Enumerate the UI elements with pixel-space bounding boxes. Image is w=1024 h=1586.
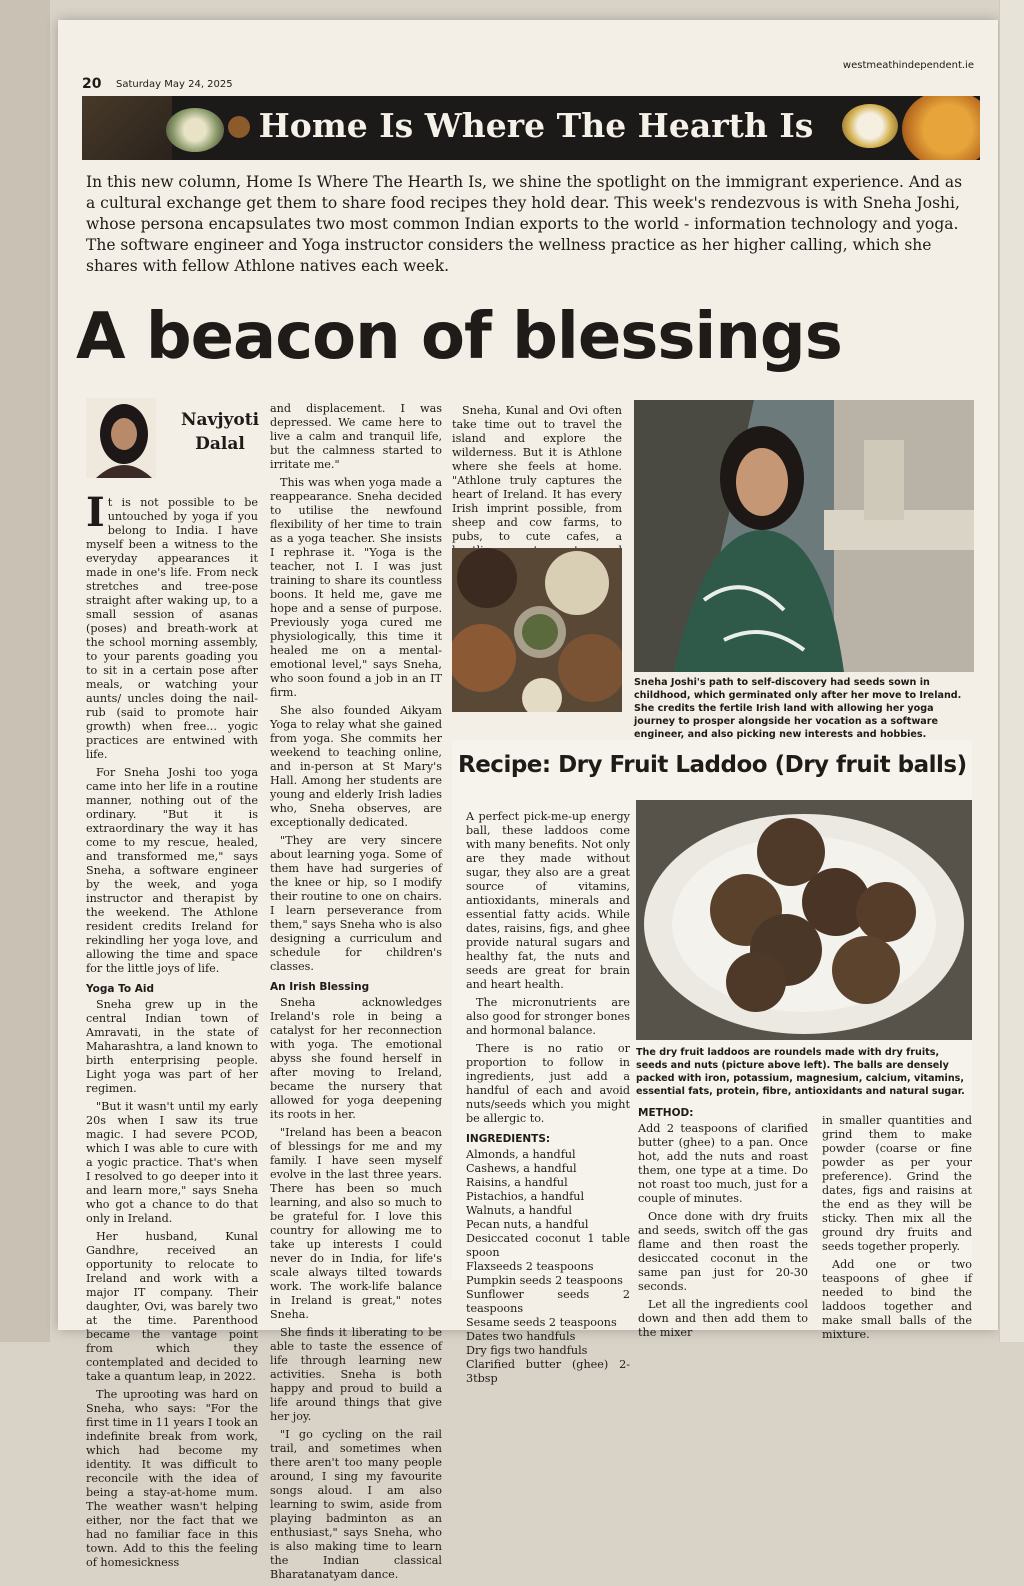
column-1 [86,489,259,1574]
food-plate-right-2 [902,96,980,160]
ingredients-heading: INGREDIENTS: [466,1133,551,1145]
headline: A beacon of blessings [76,300,842,374]
food-plate-right-1 [842,104,898,148]
ingredient-item: Sesame seeds 2 teaspoons [466,1316,617,1329]
lede-text: t is not possible to be untouched by yoga if you belong to India. I have myself been a witness to the everyday appearances it made in one's life. From neck stretches and tree-pose straight after waking up, to a small session of asanas (poses) and breath-work at the school morning assembly, to your parents goading you to sit in a certain pose after meals, or watching your aunts/ uncles doing the nail-rub (said to promote hair growth) when free... yogic practices are entwined with life. [86,496,258,761]
dry-fruits-photo [452,548,622,712]
method-col-1 [638,1106,808,1344]
ingredient-item: Sunflower seeds 2 teaspoons [466,1288,630,1315]
ingredient-item: Clarified butter (ghee) 2-3tbsp [466,1358,630,1385]
method-paragraph: Add 2 teaspoons of clarified butter (ghee) to a pan. Once hot, add the nuts and roast them, one type at a time. Do not roast too much, just for a couple of minutes. [638,1122,808,1205]
method-paragraph: Let all the ingredients cool down and then add them to the mixer [638,1298,808,1339]
recipe-paragraph: There is no ratio or proportion to follow in ingredients, just add a handful of each and avoid nuts/seeds which you might be allergic to. [466,1042,630,1125]
recipe-paragraph: A perfect pick-me-up energy ball, these laddoos come with many benefits. Not only are they made without sugar, they also are a great source of vitamins, antioxidants, minerals and essential fatty acids. While dates, raisins, figs, and ghee provide natural sugars and healthy fat, the nuts and seeds are great for brain and heart health. [466,810,630,991]
recipe-paragraph: The micronutrients are also good for stronger bones and hormonal balance. [466,996,630,1037]
food-plate-left [166,108,224,152]
laddoo-caption: The dry fruit laddoos are roundels made with dry fruits, seeds and nuts (picture above left). The balls are densely packed with iron, potassium, magnesium, calcium, vitamins, essential fats, protein, fibre, antioxidants and natural sugar. [636,1047,965,1097]
column-banner [82,96,980,160]
article-paragraph: Sneha grew up in the central Indian town of Amravati, in the state of Maharashtra, a land known to birth enterprising people. Light yoga was part of her regimen. [86,998,258,1095]
method-paragraph: in smaller quantities and grind them to make powder (coarse or fine powder as per your preference). Grind the dates, figs and raisins at the end as they will be sticky. Then mix all the ground dry fruits and seeds together properly. [822,1114,972,1253]
site-url: westmeathindependent.ie [842,60,974,71]
subhead-irish-blessing: An Irish Blessing [270,981,370,993]
sneha-joshi-photo [634,400,974,672]
article-paragraph: The uprooting was hard on Sneha, who says: "For the first time in 11 years I took an indefinite break from work, which had become my identity. It was difficult to reconcile with the idea of being a stay-at-home mum. The weather wasn't helping either, nor the fact that we had no familiar face in this town. Add to this the feeling of homesickness [86,1388,259,1569]
article-paragraph: Sneha, Kunal and Ovi often take time out to travel the island and explore the wilderness. But it is Athlone where she feels at home. "Athlone truly captures the heart of Ireland. It has every Irish imprint possible, from sheep and cow farms, to pubs, to cute cafes, a [452,404,622,543]
page-number: 20 [82,76,102,92]
article-paragraph: Her husband, Kunal Gandhre, received an opportunity to relocate to Ireland and work with a major IT company. Their daughter, Ovi, was barely two at the time. Parenthood became the vantage point from which they contemplated and decided to take a quantum leap, in 2022. [86,1230,258,1383]
page-gutter [0,0,50,1342]
ingredient-item: Almonds, a handful [466,1148,576,1161]
page-header [82,60,974,100]
banner-title: Home Is Where The Hearth Is [258,106,814,145]
recipe-title: Recipe: Dry Fruit Laddoo (Dry fruit balls) [458,752,967,778]
ingredient-item: Desiccated coconut 1 table spoon [466,1232,630,1259]
author-photo [86,398,156,478]
article-paragraph: "They are very sincere about learning yoga. Some of them have had surgeries of the knee or hip, so I modify their routine to one on chairs. I learn perseverance from them," says Sneha who is also designing a curriculum and schedule for children's classes. [270,834,442,973]
article-paragraph: This was when yoga made a reappearance. Sneha decided to utilise the newfound flexibility of her time to train as a yoga teacher. She insists I rephrase it. "Yoga is the teacher, not I. I was just training to share its countless boons. It held me, gave me hope and a sense of purpose. Previously yoga cured me physiologically, this time it healed me on a mental-emotional level," says Sneha, who soon found a job in an IT firm. [270,476,442,699]
ingredient-item: Raisins, a handful [466,1176,568,1189]
article-paragraph: "I go cycling on the rail trail, and sometimes when there aren't too many people around, I sing my favourite songs aloud. I am also learning to swim, aside from playing badminton as an enthusiast," says Sneha, who is also making time to learn the Indian classical Bharatanatyam dance. [270,1428,442,1581]
ingredient-item: Flaxseeds 2 teaspoons [466,1260,594,1273]
food-image-left [82,96,172,160]
article-paragraph: She also founded Aikyam Yoga to relay what she gained from yoga. She commits her weekend to teaching online, and in-person at St Mary's Hall. Among her students are young and elderly Irish ladies who, Sneha observes, are exceptionally dedicated. [270,704,442,829]
ingredient-item: Dates two handfuls [466,1330,576,1343]
ingredient-item: Pumpkin seeds 2 teaspoons [466,1274,623,1287]
recipe-intro [466,810,630,1386]
ingredient-item: Pecan nuts, a handful [466,1218,589,1231]
photo-caption: Sneha Joshi's path to self-discovery had seeds sown in childhood, which germinated only after her move to Ireland. She credits the fertile Irish land with allowing her yoga journey to prosper alongside her vocation as a software engineer, and also picking new interests and hobbies. [634,677,962,740]
byline [170,408,270,456]
standfirst: In this new column, Home Is Where The Hearth Is, we shine the spotlight on the immigrant experience. And as a cultural exchange get them to share food recipes they hold dear. This week's rendezvous is with Sneha Joshi, whose persona encapsulates two most common Indian exports to the world - information technology and yoga. The software engineer and Yoga instructor considers the wellness practice as her higher calling, which she shares with fellow Athlone natives each week. [86,173,963,275]
method-paragraph: Once done with dry fruits and seeds, switch off the gas flame and then roast the desiccated coconut in the same pan just for 20-30 seconds. [638,1210,808,1293]
laddoo-photo [636,800,972,1040]
method-paragraph: Add one or two teaspoons of ghee if needed to bind the laddoos together and make small balls of the mixture. [822,1258,972,1341]
ingredient-item: Pistachios, a handful [466,1190,585,1203]
article-paragraph: Sneha acknowledges Ireland's role in being a catalyst for her reconnection with yoga. The emotional abyss she found herself in after moving to Ireland, became the nursery that allowed for yoga deepening its roots in her. [270,996,442,1121]
author-portrait [86,398,156,478]
dry-fruits-image [452,548,622,712]
portrait-image [634,400,974,672]
laddoo-image [636,800,972,1040]
article-paragraph: For Sneha Joshi too yoga came into her life in a routine manner, nothing out of the ordinary. "But it is extraordinary the way it has come to my rescue, healed, and transformed me," says Sneha, a software engineer by the week, and yoga instructor and therapist by the weekend. The Athlone resident credits Ireland for rekindling her yoga love, and allowing the time and space for the little joys of life. [86,766,258,975]
method-col-2 [822,1114,972,1346]
method-heading: METHOD: [638,1107,694,1119]
article-paragraph [86,489,258,762]
page-date: Saturday May 24, 2025 [116,79,233,90]
article-paragraph: She finds it liberating to be able to taste the essence of life through learning new activities. Sneha is both happy and proud to build a life around things that give her joy. [270,1326,442,1423]
article-paragraph: and displacement. I was depressed. We came here to live a calm and tranquil life, but the calmness started to irritate me." [270,402,442,471]
column-2 [270,402,442,1586]
article-paragraph: "But it wasn't until my early 20s when I saw its true magic. I had severe PCOD, which I was able to cure with a yogic practice. That's when I resolved to go deeper into it and learn more," says Sneha who got a chance to do that only in Ireland. [86,1100,258,1225]
subhead-yoga-to-aid: Yoga To Aid [86,983,154,995]
ingredient-item: Walnuts, a handful [466,1204,572,1217]
article-paragraph: "Ireland has been a beacon of blessings for me and my family. I have seen myself evolve in the last three years. There has been so much learning, and also so much to be grateful for. I love this country for allowing me to take up interests I could never do in India, for life's scale always tilted towards work. The work-life balance in Ireland is great," notes Sneha. [270,1126,442,1321]
byline-first-name: Navjyoti [180,410,260,430]
ingredient-item: Dry figs two handfuls [466,1344,588,1357]
ingredients-list [466,1148,630,1386]
next-page-edge [999,0,1024,1342]
ingredient-item: Cashews, a handful [466,1162,577,1175]
byline-last-name: Dalal [195,434,245,454]
drop-cap: I [86,489,105,536]
